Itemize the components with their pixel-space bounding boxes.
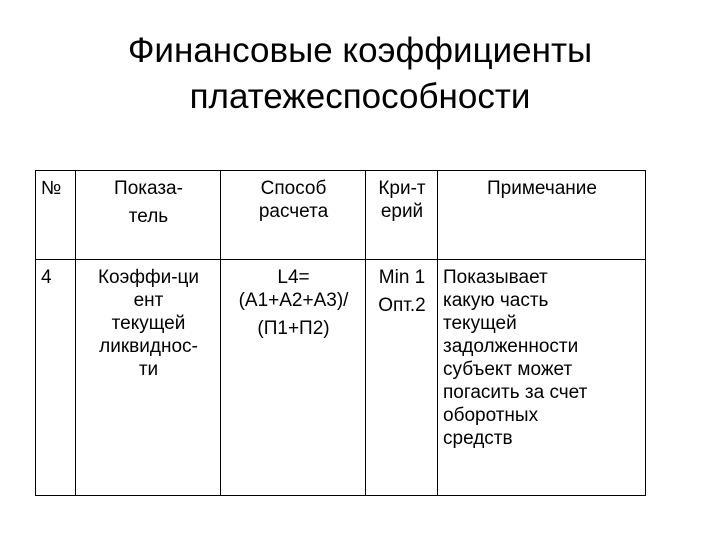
cell-num bbox=[36, 260, 76, 496]
cell-indicator-line: ликвиднос- bbox=[99, 336, 198, 357]
header-num bbox=[36, 171, 76, 260]
header-note bbox=[438, 171, 646, 260]
header-indicator bbox=[76, 171, 221, 260]
header-criterion bbox=[366, 171, 438, 260]
header-method bbox=[221, 171, 366, 260]
table-row bbox=[36, 260, 646, 496]
cell-indicator-line: Коэффи-ци bbox=[97, 267, 200, 288]
cell-criterion-line-2: Опт.2 bbox=[378, 295, 426, 316]
cell-formula-line-2: (А1+А2+А3)/ bbox=[238, 290, 349, 311]
cell-indicator-line: ент bbox=[133, 290, 164, 311]
table-header-row bbox=[36, 171, 646, 260]
cell-note-line: какую часть bbox=[443, 290, 549, 311]
title-line-2: платежеспособности bbox=[189, 77, 531, 116]
cell-note-line: погасить за счет bbox=[443, 382, 588, 403]
header-criterion-line-2: ерий bbox=[380, 201, 424, 222]
cell-note-line: средств bbox=[443, 428, 513, 449]
header-num-text: № bbox=[41, 178, 62, 199]
page-title bbox=[0, 28, 720, 120]
cell-note-line: задолженности bbox=[443, 336, 579, 357]
cell-formula-line-1: L4= bbox=[277, 267, 310, 288]
title-line-1: Финансовые коэффициенты bbox=[127, 31, 593, 70]
cell-criterion-line-1: Min 1 bbox=[378, 267, 426, 288]
header-criterion-line-1: Кри-т bbox=[378, 178, 426, 199]
header-method-line-2: расчета bbox=[258, 201, 329, 222]
cell-indicator-line: ти bbox=[138, 359, 159, 380]
header-note-text: Примечание bbox=[487, 178, 597, 199]
cell-indicator-line: текущей bbox=[111, 313, 186, 334]
cell-num-text: 4 bbox=[41, 267, 52, 288]
header-method-line-1: Способ bbox=[260, 178, 327, 199]
cell-note-line: Показывает bbox=[443, 267, 548, 288]
cell-indicator bbox=[76, 260, 221, 496]
header-indicator-line-2: тель bbox=[128, 206, 169, 227]
cell-formula bbox=[221, 260, 366, 496]
cell-formula-line-3: (П1+П2) bbox=[257, 318, 330, 339]
cell-criterion bbox=[366, 260, 438, 496]
cell-note bbox=[438, 260, 646, 496]
cell-note-line: оборотных bbox=[443, 405, 539, 426]
ratio-table bbox=[35, 170, 646, 496]
header-indicator-line-1: Показа- bbox=[114, 178, 183, 199]
cell-note-line: текущей bbox=[443, 313, 517, 334]
cell-note-line: субъект может bbox=[443, 359, 573, 380]
